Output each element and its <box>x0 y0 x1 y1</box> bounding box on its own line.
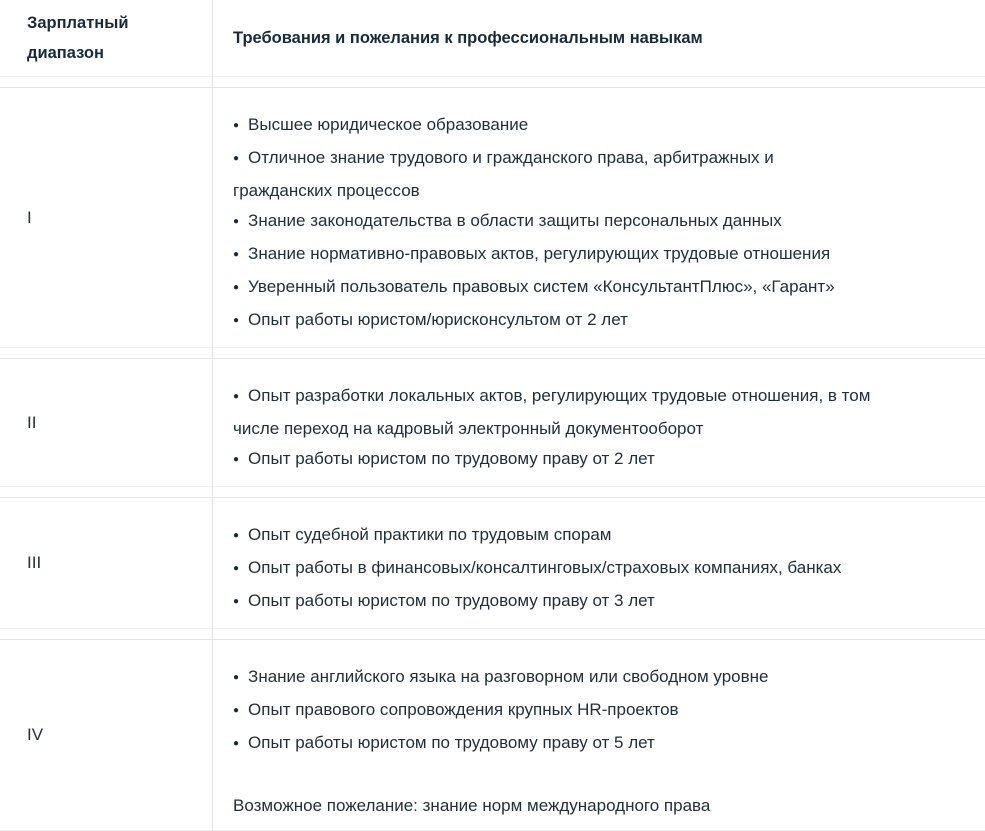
requirement-item <box>233 110 877 143</box>
requirement-text: Опыт разработки локальных актов, регулирующих трудовые отношения, в том числе переход на кадровый электронный документооборот <box>233 386 871 438</box>
salary-range-cell <box>0 640 213 830</box>
salary-range-cell <box>0 359 213 486</box>
header-cell-requirements <box>213 0 985 76</box>
requirement-item <box>233 586 877 619</box>
header-salary-range-label: Зарплатный диапазон <box>27 14 129 62</box>
requirement-text: Высшее юридическое образование <box>248 115 529 134</box>
bullet-icon: ● <box>233 391 240 402</box>
requirement-text: Знание нормативно-правовых актов, регулирующих трудовые отношения <box>248 244 831 263</box>
table-row <box>0 87 985 348</box>
requirements-cell <box>213 498 985 628</box>
bullet-icon: ● <box>233 120 240 131</box>
requirements-cell <box>213 88 985 347</box>
requirement-text: Опыт работы юристом по трудовому праву от 2 лет <box>248 449 655 468</box>
bullet-icon: ● <box>233 454 240 465</box>
requirement-item <box>233 239 877 272</box>
salary-range-cell <box>0 88 213 347</box>
bullet-icon: ● <box>233 249 240 260</box>
requirement-item <box>233 272 877 305</box>
requirements-cell <box>213 359 985 486</box>
requirement-text: Уверенный пользователь правовых систем «КонсультантПлюс», «Гарант» <box>248 277 835 296</box>
requirement-item <box>233 444 877 477</box>
requirement-text: Опыт работы в финансовых/консалтинговых/страховых компаниях, банках <box>248 558 842 577</box>
header-cell-salary-range <box>0 0 213 76</box>
requirement-text: Знание английского языка на разговорном или свободном уровне <box>248 667 769 686</box>
header-requirements-label: Требования и пожелания к профессиональным навыкам <box>233 28 703 47</box>
requirement-item <box>233 728 877 761</box>
bullet-icon: ● <box>233 315 240 326</box>
requirement-text: Опыт правового сопровождения крупных HR-проектов <box>248 700 679 719</box>
bullet-icon: ● <box>233 282 240 293</box>
bullet-icon: ● <box>233 153 240 164</box>
requirement-item <box>233 662 877 695</box>
bullet-icon: ● <box>233 563 240 574</box>
salary-range-label: IV <box>27 725 44 744</box>
requirement-item <box>233 143 877 206</box>
requirement-text: Опыт работы юристом по трудовому праву от 3 лет <box>248 591 655 610</box>
table-header-row <box>0 0 985 77</box>
bullet-icon: ● <box>233 596 240 607</box>
requirement-item <box>233 553 877 586</box>
requirement-item <box>233 520 877 553</box>
requirement-text: Отличное знание трудового и гражданского права, арбитражных и гражданских процессов <box>233 148 774 200</box>
bullet-icon: ● <box>233 216 240 227</box>
requirement-item <box>233 305 877 338</box>
column-divider <box>212 0 213 831</box>
bullet-icon: ● <box>233 672 240 683</box>
table-row <box>0 497 985 629</box>
table-row <box>0 639 985 831</box>
table-row <box>0 358 985 487</box>
requirements-cell <box>213 640 985 830</box>
bullet-icon: ● <box>233 738 240 749</box>
salary-range-label: III <box>27 553 42 572</box>
additional-wish-note: Возможное пожелание: знание норм международного права <box>233 796 711 815</box>
requirement-item <box>233 381 877 444</box>
bullet-icon: ● <box>233 705 240 716</box>
bullet-icon: ● <box>233 530 240 541</box>
salary-range-label: II <box>27 412 37 432</box>
requirement-text: Знание законодательства в области защиты персональных данных <box>248 211 782 230</box>
requirement-item <box>233 206 877 239</box>
requirement-item <box>233 695 877 728</box>
requirement-text: Опыт работы юристом/юрисконсультом от 2 лет <box>248 310 628 329</box>
requirement-text: Опыт судебной практики по трудовым спорам <box>248 525 612 544</box>
requirement-text: Опыт работы юристом по трудовому праву от 5 лет <box>248 733 655 752</box>
salary-range-cell <box>0 498 213 628</box>
salary-range-label: I <box>27 207 32 227</box>
